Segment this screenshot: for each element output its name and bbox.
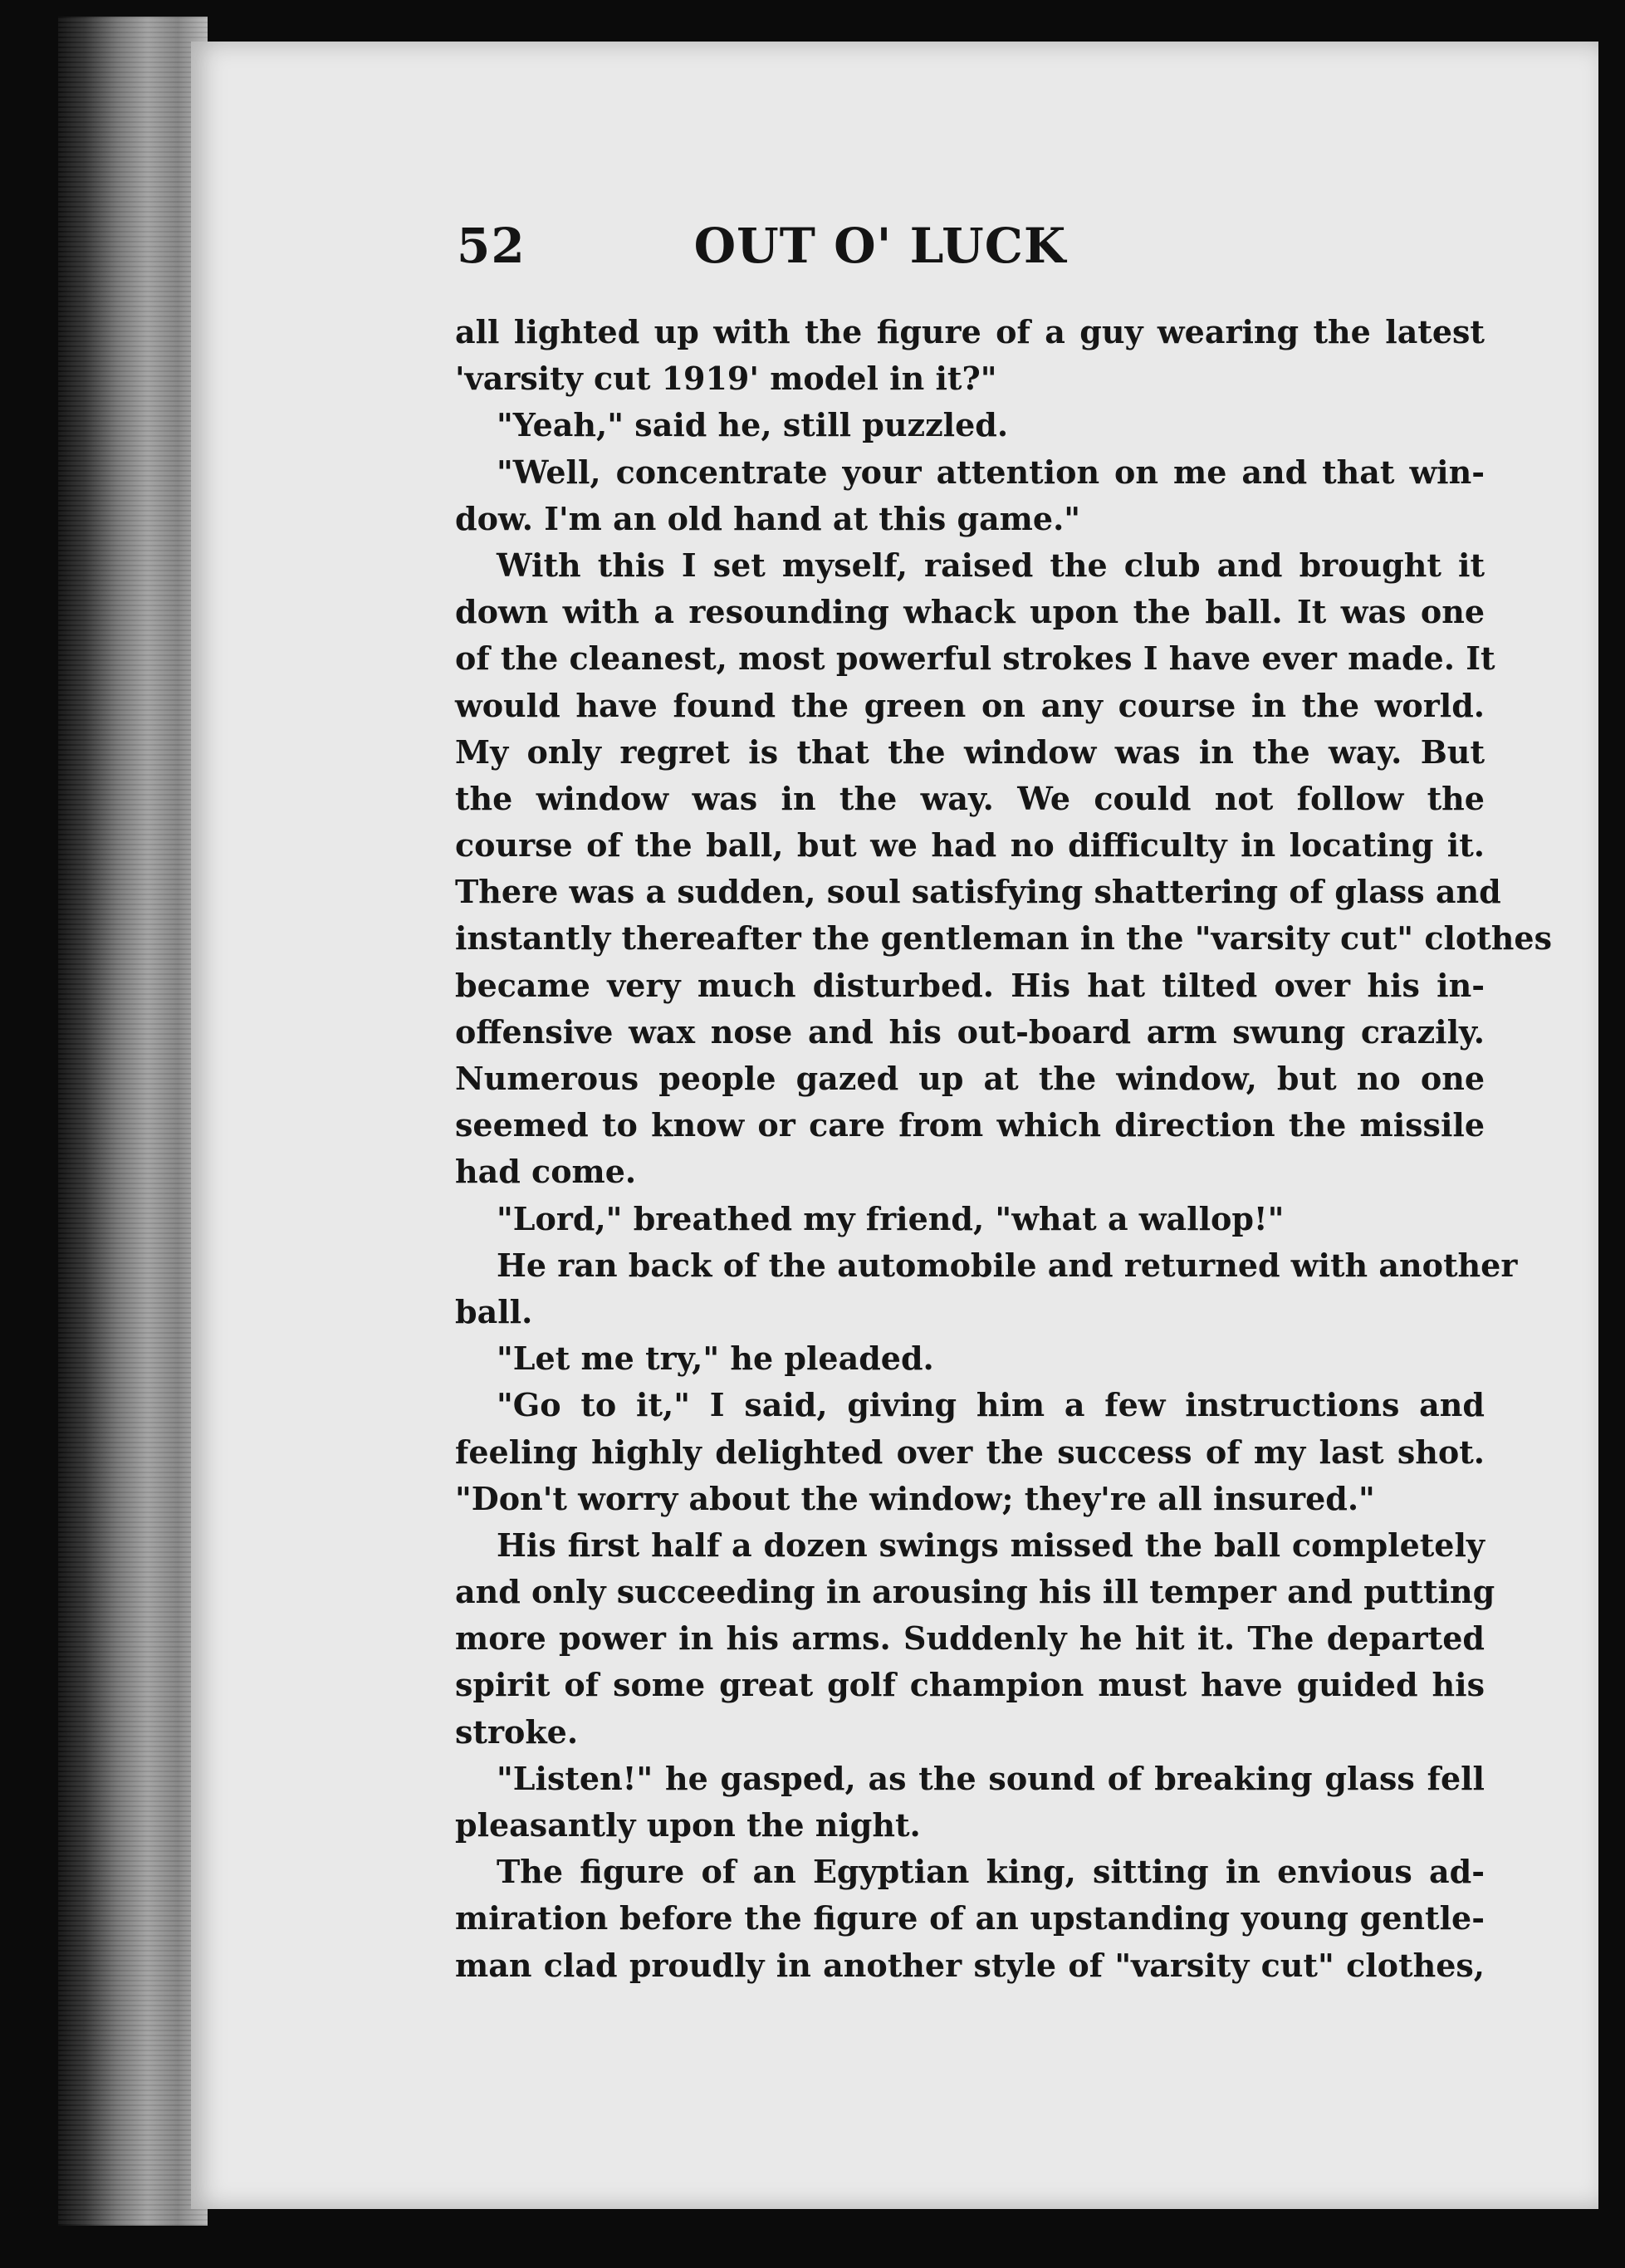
text-line: offensive wax nose and his out-board arm swung crazily. <box>455 1012 1485 1051</box>
text-line: feeling highly delighted over the success of my last shot. <box>455 1433 1485 1471</box>
text-line: and only succeeding in arousing his ill temper and putting <box>455 1573 1495 1611</box>
text-line: dow. I'm an old hand at this game." <box>455 499 1081 537</box>
running-head <box>266 209 1495 284</box>
text-line: course of the ball, but we had no difficulty in locating it. <box>455 826 1485 865</box>
text-line: "Listen!" he gasped, as the sound of breaking glass fell <box>497 1759 1485 1797</box>
text-line: The figure of an Egyptian king, sitting in envious ad- <box>497 1853 1485 1891</box>
body-text <box>455 309 1552 1989</box>
text-line: There was a sudden, soul satisfying shattering of glass and <box>455 873 1501 911</box>
text-line: My only regret is that the window was in the way. But <box>455 732 1485 771</box>
text-line: instantly thereafter the gentleman in the "varsity cut" clothes <box>455 919 1552 958</box>
text-line: With this I set myself, raised the club and brought it <box>497 546 1485 584</box>
text-line: Numerous people gazed up at the window, but no one <box>455 1060 1485 1097</box>
book-spine <box>58 17 208 2226</box>
text-line: "Well, concentrate your attention on me and that win- <box>497 453 1485 491</box>
text-line: the window was in the way. We could not follow the <box>455 779 1485 817</box>
text-line: stroke. <box>455 1712 579 1751</box>
text-line: all lighted up with the figure of a guy wearing the latest <box>455 313 1485 350</box>
text-line: ball. <box>455 1292 533 1330</box>
book-title: OUT O' LUCK <box>693 218 1067 274</box>
text-line: down with a resounding whack upon the ball. It was one <box>455 593 1485 631</box>
text-line: of the cleanest, most powerful strokes I have ever made. It <box>455 639 1495 678</box>
text-line: spirit of some great golf champion must have guided his <box>455 1666 1485 1704</box>
text-line: had come. <box>455 1153 637 1191</box>
text-line: "Let me try," he pleaded. <box>497 1340 934 1378</box>
text-line: more power in his arms. Suddenly he hit it. The departed <box>455 1619 1485 1658</box>
text-line: "Go to it," I said, giving him a few instructions and <box>497 1386 1485 1424</box>
text-line: seemed to know or care from which direction the missile <box>455 1106 1485 1144</box>
text-line: He ran back of the automobile and returned with another <box>497 1246 1518 1284</box>
text-line: would have found the green on any course in the world. <box>455 686 1485 724</box>
text-line: man clad proudly in another style of "varsity cut" clothes, <box>455 1946 1485 1984</box>
text-line: became very much disturbed. His hat tilted over his in- <box>455 966 1485 1004</box>
text-line: "Lord," breathed my friend, "what a wallop!" <box>497 1199 1285 1237</box>
text-line: pleasantly upon the night. <box>455 1806 921 1844</box>
page-number: 52 <box>457 218 526 274</box>
text-line: 'varsity cut 1919' model in it?" <box>455 360 997 398</box>
text-line: miration before the figure of an upstanding young gentle- <box>455 1899 1485 1937</box>
text-line: His first half a dozen swings missed the ball completely <box>497 1526 1485 1564</box>
text-line: "Don't worry about the window; they're all insured." <box>455 1479 1375 1517</box>
text-line: "Yeah," said he, still puzzled. <box>497 406 1009 444</box>
